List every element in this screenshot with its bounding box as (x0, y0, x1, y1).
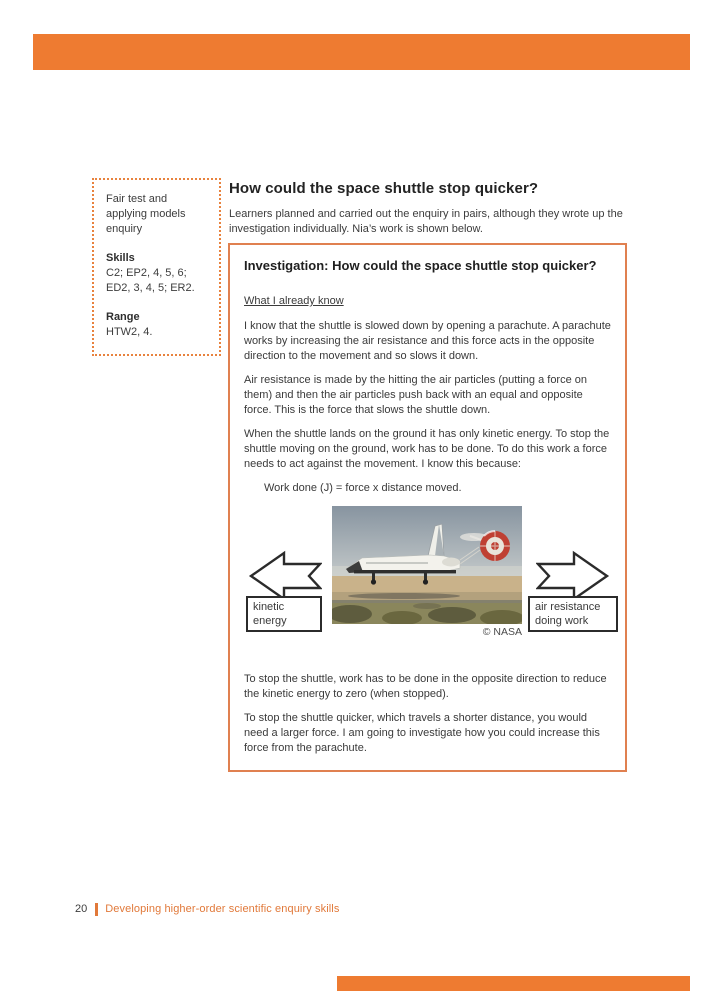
bottom-accent-bar (337, 976, 690, 991)
investigation-paragraph: When the shuttle lands on the ground it has only kinetic energy. To stop the shuttle moving on the ground, work has to be done. To do this work a force needs to act against the movement. I know this because: (244, 428, 610, 470)
kinetic-energy-label: kinetic energy (246, 596, 322, 632)
enquiry-type: Fair test and applying models enquiry (106, 193, 186, 235)
investigation-paragraph: I know that the shuttle is slowed down by opening a parachute. A parachute works by increasing the air resistance and this force acts in the opposite direction to the movement and so slows it down. (244, 320, 611, 362)
investigation-paragraph: To stop the shuttle, work has to be done in the opposite direction to reduce the kinetic energy to zero (when stopped). (244, 673, 607, 700)
page-number: 20 (75, 903, 88, 915)
photo-credit: © NASA (482, 626, 522, 638)
shuttle-landing-photo (332, 506, 522, 624)
work-done-formula: Work done (J) = force x distance moved. (264, 482, 462, 494)
air-resistance-label: air resistance doing work (528, 596, 618, 632)
range-value: HTW2, 4. (106, 326, 153, 338)
range-block (106, 310, 209, 340)
left-block-arrow-icon (248, 550, 322, 602)
sidebar-enquiry-box (92, 178, 221, 356)
investigation-paragraph: To stop the shuttle quicker, which travels a shorter distance, you would need a larger force. I am going to investigate how you could increase this force from the parachute. (244, 712, 600, 754)
intro-paragraph: Learners planned and carried out the enquiry in pairs, although they wrote up the investigation individually. Nia’s work is shown below. (229, 208, 623, 235)
skills-block (106, 251, 209, 296)
closing-paragraphs (244, 672, 611, 756)
footer-title: Developing higher-order scientific enquiry skills (105, 903, 340, 915)
right-block-arrow-icon (536, 550, 610, 602)
investigation-subheading: What I already know (244, 295, 344, 307)
skills-label: Skills (106, 252, 135, 264)
investigation-paragraph: Air resistance is made by the hitting the air particles (putting a force on them) and then the air particles push back with an equal and opposite force. This is the force that slows the shuttle down. (244, 374, 588, 416)
investigation-title: Investigation: How could the space shuttle stop quicker? (244, 258, 597, 273)
footer-divider (95, 903, 98, 916)
top-accent-bar (33, 34, 690, 70)
skills-value: C2; EP2, 4, 5, 6; ED2, 3, 4, 5; ER2. (106, 267, 195, 294)
page-title: How could the space shuttle stop quicker? (229, 180, 539, 198)
investigation-box (228, 243, 627, 772)
range-label: Range (106, 311, 140, 323)
page-footer (75, 902, 339, 917)
drag-parachute (480, 531, 510, 561)
shuttle-diagram (244, 506, 611, 658)
